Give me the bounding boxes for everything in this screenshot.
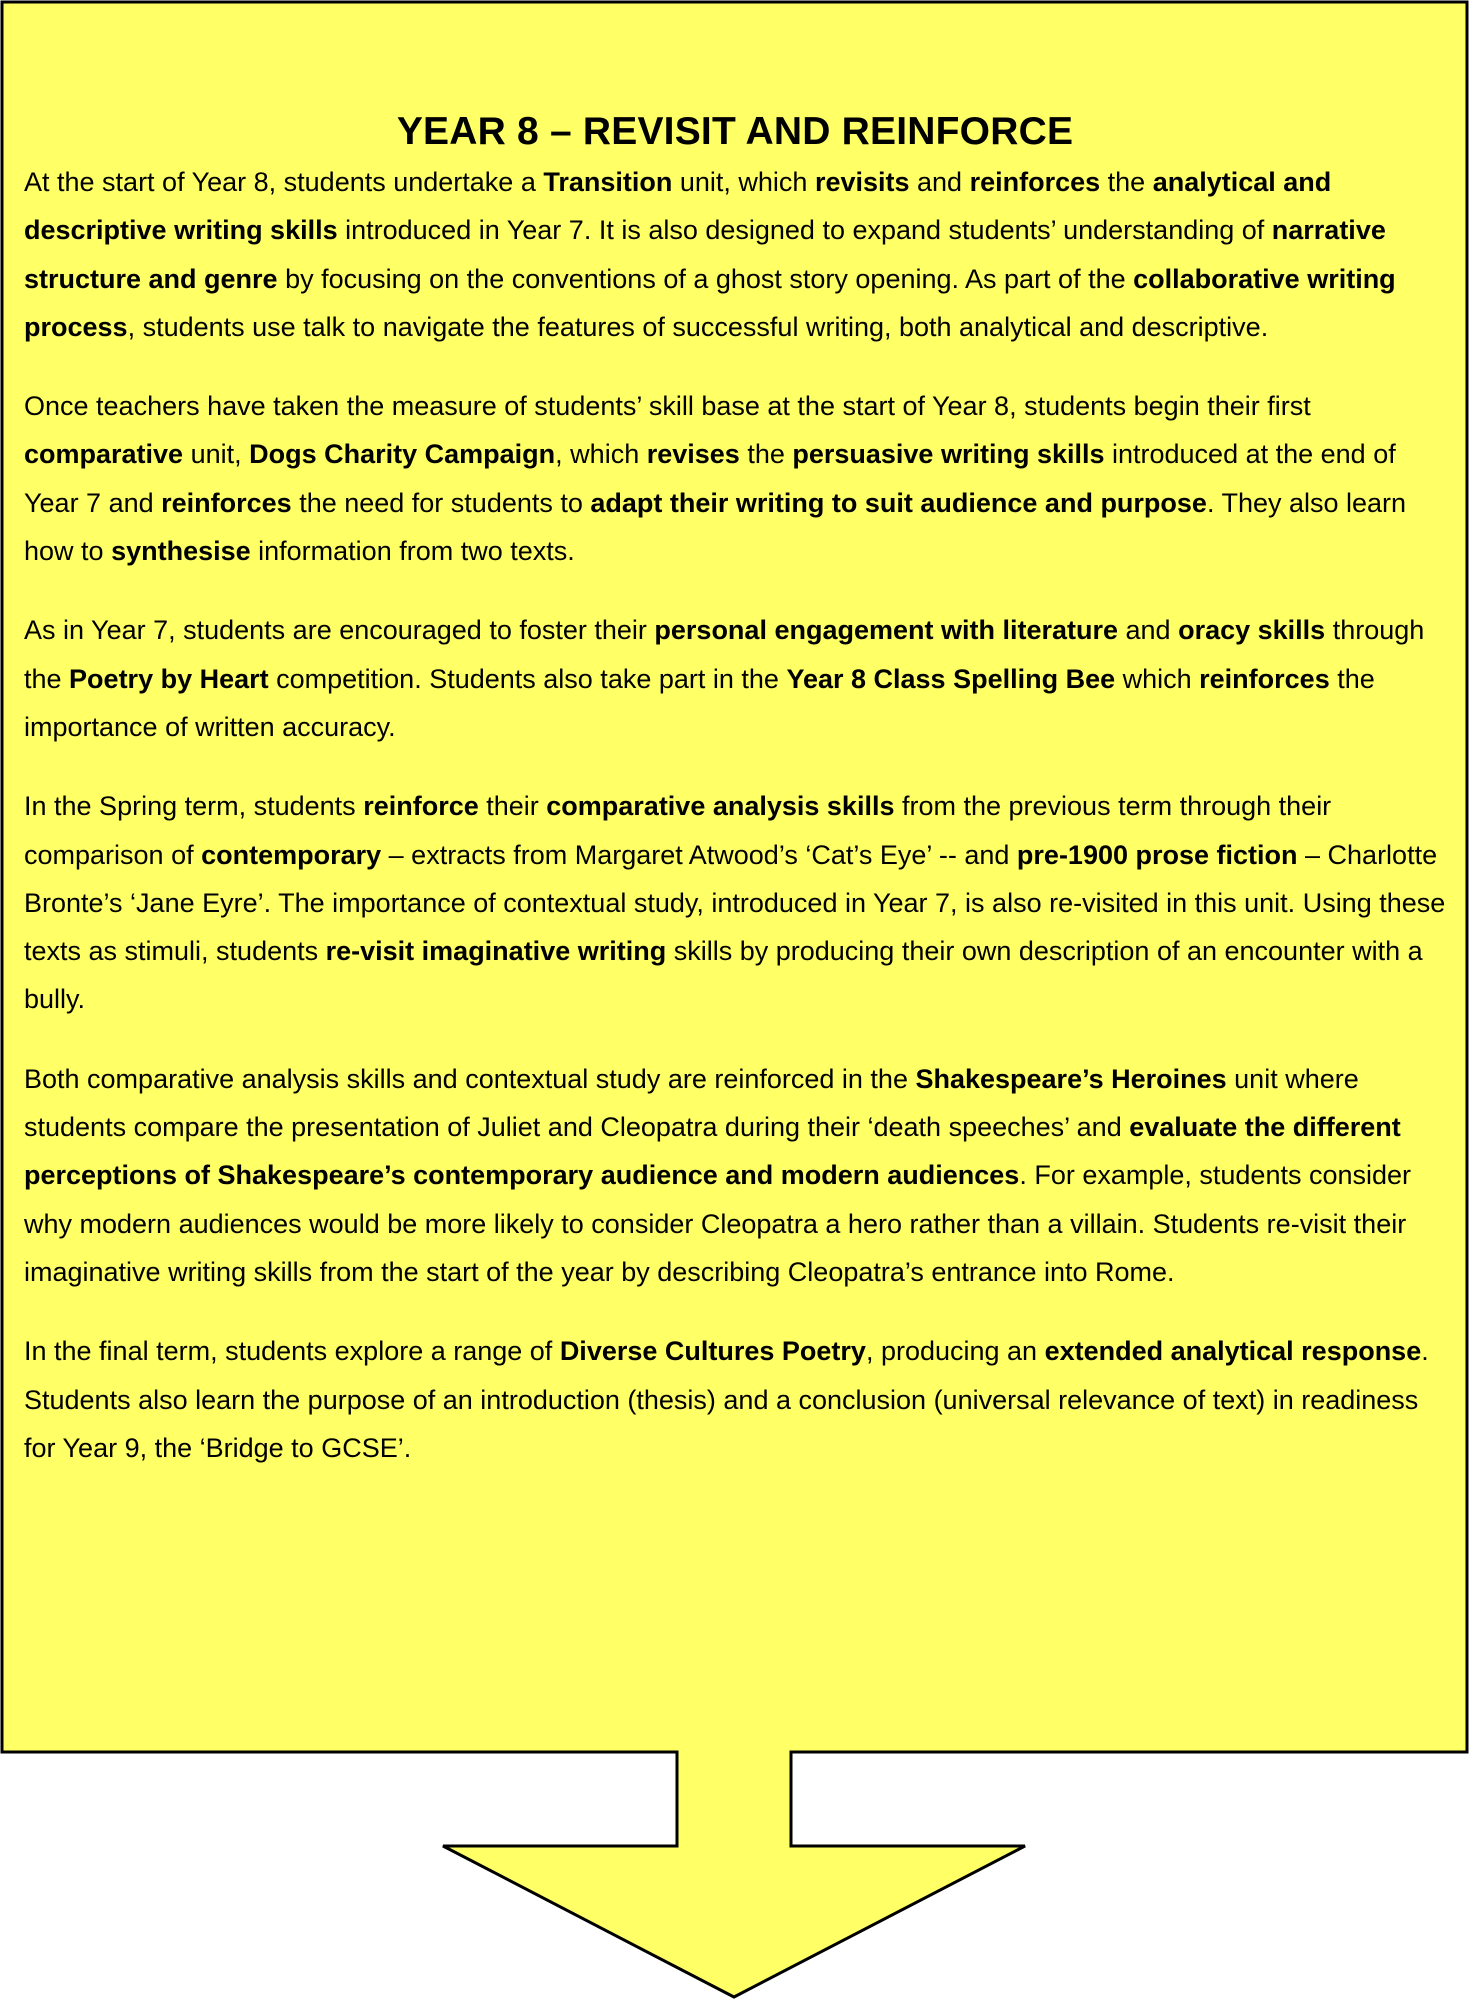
bold-phrase: comparative analysis skills	[546, 791, 895, 822]
text-run: . They also learn how to	[24, 487, 1407, 567]
bold-phrase: revises	[646, 439, 740, 470]
text-run: – extracts from Margaret Atwood’s ‘Cat’s Eye’ -- and	[381, 839, 1017, 870]
paragraph-3	[24, 606, 1446, 751]
bold-phrase: analytical and descriptive writing skills	[24, 167, 1332, 246]
bold-phrase: Poetry by Heart	[69, 663, 269, 694]
bold-phrase: Dogs Charity Campaign	[249, 439, 556, 470]
text-run: their	[478, 791, 547, 822]
body-text	[24, 158, 1446, 1472]
text-run: unit,	[183, 439, 250, 470]
text-run: . Students also learn the purpose of an introduction (thesis) and a conclusion (universal relevance of text) in readiness for Year 9, the ‘Bridge to GCSE’.	[24, 1336, 1429, 1463]
bold-phrase: Transition	[543, 167, 673, 197]
callout-content	[24, 0, 1446, 1472]
bold-phrase: reinforces	[1199, 663, 1330, 694]
paragraph-1	[24, 158, 1446, 351]
bold-phrase: revisits	[814, 167, 910, 197]
bold-phrase: personal engagement with literature	[654, 615, 1119, 646]
bold-phrase: synthesise	[111, 536, 251, 567]
paragraph-2	[24, 382, 1446, 575]
text-run: competition. Students also take part in the	[268, 663, 787, 694]
text-run: Once teachers have taken the measure of students’ skill base at the start of Year 8, students begin their first	[24, 391, 1311, 422]
text-run: the importance of written accuracy.	[24, 663, 1375, 742]
bold-phrase: adapt their writing to suit audience and purpose	[590, 487, 1207, 518]
text-run: , producing an	[865, 1336, 1045, 1367]
text-run: the need for students to	[291, 487, 591, 518]
text-run: Both comparative analysis skills and contextual study are reinforced in the	[24, 1063, 916, 1094]
page-title: YEAR 8 – REVISIT AND REINFORCE	[396, 110, 1074, 153]
text-run: by focusing on the conventions of a ghost story opening. As part of the	[277, 263, 1134, 294]
text-run: , which	[555, 439, 647, 470]
text-run: skills by producing their own description of an encounter with a bully.	[24, 936, 1423, 1015]
text-run: the	[739, 439, 793, 470]
text-run: At the start of Year 8, students undertake a	[24, 167, 544, 197]
paragraph-6	[24, 1327, 1446, 1472]
text-run: information from two texts.	[250, 536, 575, 567]
bold-phrase: re-visit imaginative writing	[325, 936, 667, 967]
bold-phrase: reinforce	[363, 791, 479, 822]
bold-phrase: extended analytical response	[1044, 1336, 1422, 1367]
text-run: through the	[24, 615, 1425, 694]
text-run: and	[1118, 615, 1179, 646]
bold-phrase: reinforces	[969, 167, 1101, 197]
text-run: . For example, students consider why modern audiences would be more likely to consider Cleopatra a hero rather than a villain. Students re-visit their imaginative writing skills from the start of the year by describing Cleopatra’s entrance into Rome.	[24, 1160, 1412, 1287]
text-run: the	[1100, 167, 1153, 197]
bold-phrase: collaborative writing process	[24, 263, 1396, 342]
bold-phrase: contemporary	[201, 839, 382, 870]
bold-phrase: persuasive writing skills	[792, 439, 1105, 470]
text-run: and	[909, 167, 970, 197]
bold-phrase: oracy skills	[1178, 615, 1326, 646]
bold-phrase: Diverse Cultures Poetry	[559, 1336, 866, 1367]
paragraph-4	[24, 782, 1446, 1023]
text-run: from the previous term through their comparison of	[24, 791, 1332, 870]
bold-phrase: reinforces	[161, 487, 292, 518]
bold-phrase: narrative structure and genre	[24, 215, 1386, 294]
text-run: As in Year 7, students are encouraged to foster their	[24, 615, 655, 646]
text-run: unit where students compare the presentation of Juliet and Cleopatra during their ‘death speeches’ and	[24, 1063, 1359, 1143]
text-run: In the final term, students explore a range of	[24, 1336, 560, 1367]
bold-phrase: Shakespeare’s Heroines	[915, 1063, 1227, 1094]
bold-phrase: Year 8 Class Spelling Bee	[786, 663, 1116, 694]
text-run: In the Spring term, students	[24, 791, 364, 822]
text-run: introduced in Year 7. It is also designed to expand students’ understanding of	[337, 215, 1272, 246]
text-run: , students use talk to navigate the features of successful writing, both analytical and descriptive.	[127, 311, 1269, 342]
text-run: introduced at the end of Year 7 and	[24, 439, 1396, 518]
text-run: unit, which	[672, 167, 815, 197]
bold-phrase: evaluate the different perceptions of Shakespeare’s contemporary audience and modern audiences	[24, 1112, 1401, 1191]
text-run: which	[1115, 663, 1200, 694]
paragraph-5	[24, 1055, 1446, 1296]
text-run: – Charlotte Bronte’s ‘Jane Eyre’. The importance of contextual study, introduced in Year 7, is also re-visited in this unit. Using these texts as stimuli, students	[24, 839, 1446, 967]
bold-phrase: pre-1900 prose fiction	[1016, 839, 1298, 870]
bold-phrase: comparative	[24, 439, 184, 470]
